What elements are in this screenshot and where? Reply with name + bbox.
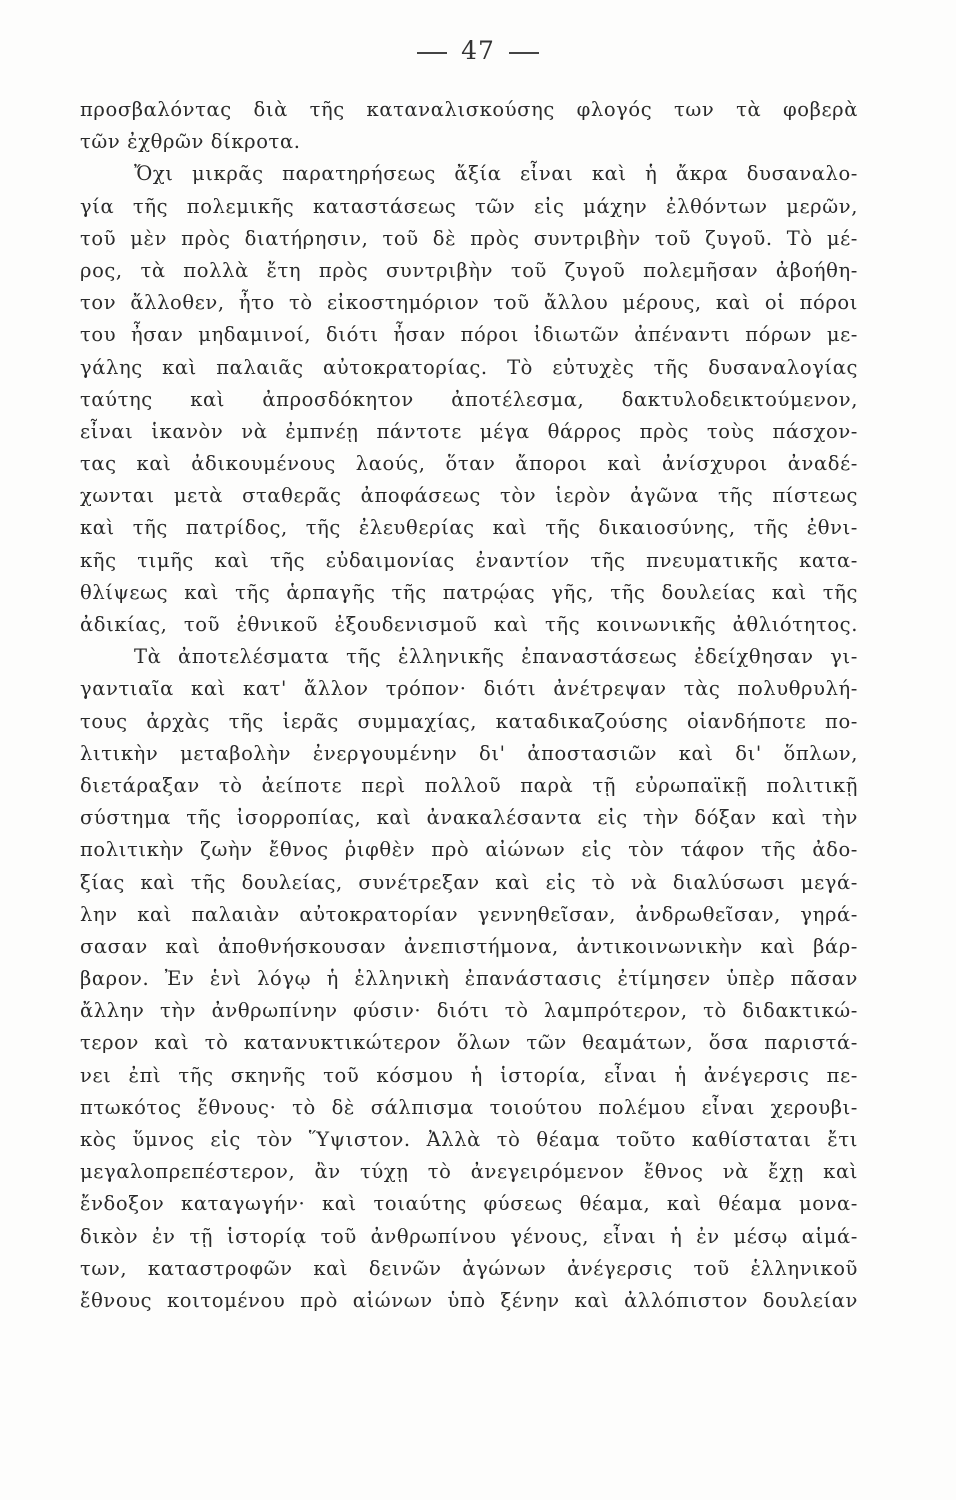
text-line: ἔνδοξον καταγωγήν· καὶ τοιαύτης φύσεως θέαμα, καὶ θέαμα μονα-: [80, 1192, 858, 1216]
text-line: πτωκότος ἔθνους· τὸ δὲ σάλπισμα τοιούτου πολέμου εἶναι χερουβι-: [80, 1095, 858, 1119]
text-line: κῆς τιμῆς καὶ τῆς εὐδαιμονίας ἐναντίον τῆς πνευματικῆς κατα-: [80, 548, 858, 572]
text-line: νει ἐπὶ τῆς σκηνῆς τοῦ κόσμου ἡ ἱστορία, εἶναι ἡ ἀνέγερσις πε-: [80, 1063, 858, 1087]
header-dash-left: [417, 52, 447, 54]
text-line: προσβαλόντας διὰ τῆς καταναλισκούσης φλογός των τὰ φοβερὰ: [80, 98, 858, 121]
text-line: διετάραξαν τὸ ἀείποτε περὶ πολλοῦ παρὰ τῇ εὐρωπαϊκῇ πολιτικῇ: [80, 773, 858, 797]
text-line: τους ἀρχὰς τῆς ἱερᾶς συμμαχίας, καταδικαζούσης οἱανδήποτε πο-: [80, 709, 858, 733]
text-line: λην καὶ παλαιὰν αὐτοκρατορίαν γεννηθεῖσαν, ἀνδρωθεῖσαν, γηρά-: [80, 902, 858, 926]
text-line: ἄλλην τὴν ἀνθρωπίνην φύσιν· διότι τὸ λαμπρότερον, τὸ διδακτικώ-: [80, 999, 858, 1023]
text-line: καὶ τῆς πατρίδος, τῆς ἐλευθερίας καὶ τῆς δικαιοσύνης, τῆς ἐθνι-: [80, 516, 858, 540]
text-line: ταύτης καὶ ἀπροσδόκητον ἀποτέλεσμα, δακτυλοδεικτούμενον,: [80, 387, 858, 411]
text-line: σύστημα τῆς ἰσορροπίας, καὶ ἀνακαλέσαντα εἰς τὴν δόξαν καὶ τὴν: [80, 806, 858, 830]
body-text: [80, 94, 858, 1317]
text-line: Τὰ ἀποτελέσματα τῆς ἑλληνικῆς ἐπαναστάσεως ἐδείχθησαν γι-: [134, 645, 858, 669]
text-line: θλίψεως καὶ τῆς ἁρπαγῆς τῆς πατρῴας γῆς, τῆς δουλείας καὶ τῆς: [80, 580, 858, 604]
text-line: εἶναι ἱκανὸν νὰ ἐμπνέῃ πάντοτε μέγα θάρρος πρὸς τοὺς πάσχον-: [80, 419, 858, 443]
text-line: λιτικὴν μεταβολὴν ἐνεργουμένην δι' ἀποστασιῶν καὶ δι' ὅπλων,: [80, 741, 858, 765]
text-line: ἔθνους κοιτομένου πρὸ αἰώνων ὑπὸ ξένην καὶ ἀλλόπιστον δουλείαν: [80, 1288, 858, 1312]
text-line: δικὸν ἐν τῇ ἱστορίᾳ τοῦ ἀνθρωπίνου γένους, εἶναι ἡ ἐν μέσῳ αἱμά-: [80, 1224, 858, 1248]
text-line: κὸς ὕμνος εἰς τὸν Ὕψιστον. Ἀλλὰ τὸ θέαμα τοῦτο καθίσταται ἔτι: [80, 1128, 858, 1151]
text-line: γία τῆς πολεμικῆς καταστάσεως τῶν εἰς μάχην ἐλθόντων μερῶν,: [80, 194, 858, 218]
text-line: τον ἄλλοθεν, ἦτο τὸ εἰκοστημόριον τοῦ ἄλλου μέρους, καὶ οἱ πόροι: [80, 291, 858, 315]
text-line: γαντιαῖα καὶ κατ' ἄλλον τρόπον· διότι ἀνέτρεψαν τὰς πολυθρυλή-: [80, 677, 858, 701]
text-line: μεγαλοπρεπέστερον, ἂν τύχῃ τὸ ἀνεγειρόμενον ἔθνος νὰ ἔχῃ καὶ: [80, 1160, 858, 1184]
text-line: γάλης καὶ παλαιᾶς αὐτοκρατορίας. Τὸ εὐτυχὲς τῆς δυσαναλογίας: [80, 355, 858, 379]
text-line: των, καταστροφῶν καὶ δεινῶν ἀγώνων ἀνέγερσις τοῦ ἑλληνικοῦ: [80, 1256, 858, 1280]
text-line: ἀδικίας, τοῦ ἐθνικοῦ ἐξουδενισμοῦ καὶ τῆς κοινωνικῆς ἀθλιότητος.: [80, 613, 858, 636]
page-number: 47: [461, 36, 495, 65]
text-line: ρος, τὰ πολλὰ ἔτη πρὸς συντριβὴν τοῦ ζυγοῦ πολεμῆσαν ἀβοήθη-: [80, 258, 858, 282]
text-line: τοῦ μὲν πρὸς διατήρησιν, τοῦ δὲ πρὸς συντριβὴν τοῦ ζυγοῦ. Τὸ μέ-: [80, 226, 858, 250]
header-dash-right: [509, 52, 539, 54]
text-line: πολιτικὴν ζωὴν ἔθνος ῥιφθὲν πρὸ αἰώνων εἰς τὸν τάφον τῆς ἀδο-: [80, 838, 858, 862]
text-line: του ἦσαν μηδαμινοί, διότι ἦσαν πόροι ἰδιωτῶν ἀπέναντι πόρων με-: [80, 323, 858, 347]
text-line: χωνται μετὰ σταθερᾶς ἀποφάσεως τὸν ἱερὸν ἀγῶνα τῆς πίστεως: [80, 484, 858, 508]
text-line: βαρον. Ἐν ἑνὶ λόγῳ ἡ ἑλληνικὴ ἐπανάστασις ἐτίμησεν ὑπὲρ πᾶσαν: [80, 967, 858, 991]
text-line: τας καὶ ἀδικουμένους λαούς, ὅταν ἄποροι καὶ ἀνίσχυροι ἀναδέ-: [80, 452, 858, 476]
text-line: τερον καὶ τὸ κατανυκτικώτερον ὅλων τῶν θεαμάτων, ὅσα παριστά-: [80, 1031, 858, 1055]
text-line: σασαν καὶ ἀποθνήσκουσαν ἀνεπιστήμονα, ἀντικοινωνικὴν καὶ βάρ-: [80, 934, 858, 958]
text-line: ξίας καὶ τῆς δουλείας, συνέτρεξαν καὶ εἰς τὸ νὰ διαλύσωσι μεγά-: [80, 870, 858, 894]
page-header: [0, 36, 956, 65]
text-line: τῶν ἐχθρῶν δίκροτα.: [80, 130, 301, 154]
text-line: Ὄχι μικρᾶς παρατηρήσεως ἄξία εἶναι καὶ ἡ ἄκρα δυσαναλο-: [134, 162, 858, 186]
